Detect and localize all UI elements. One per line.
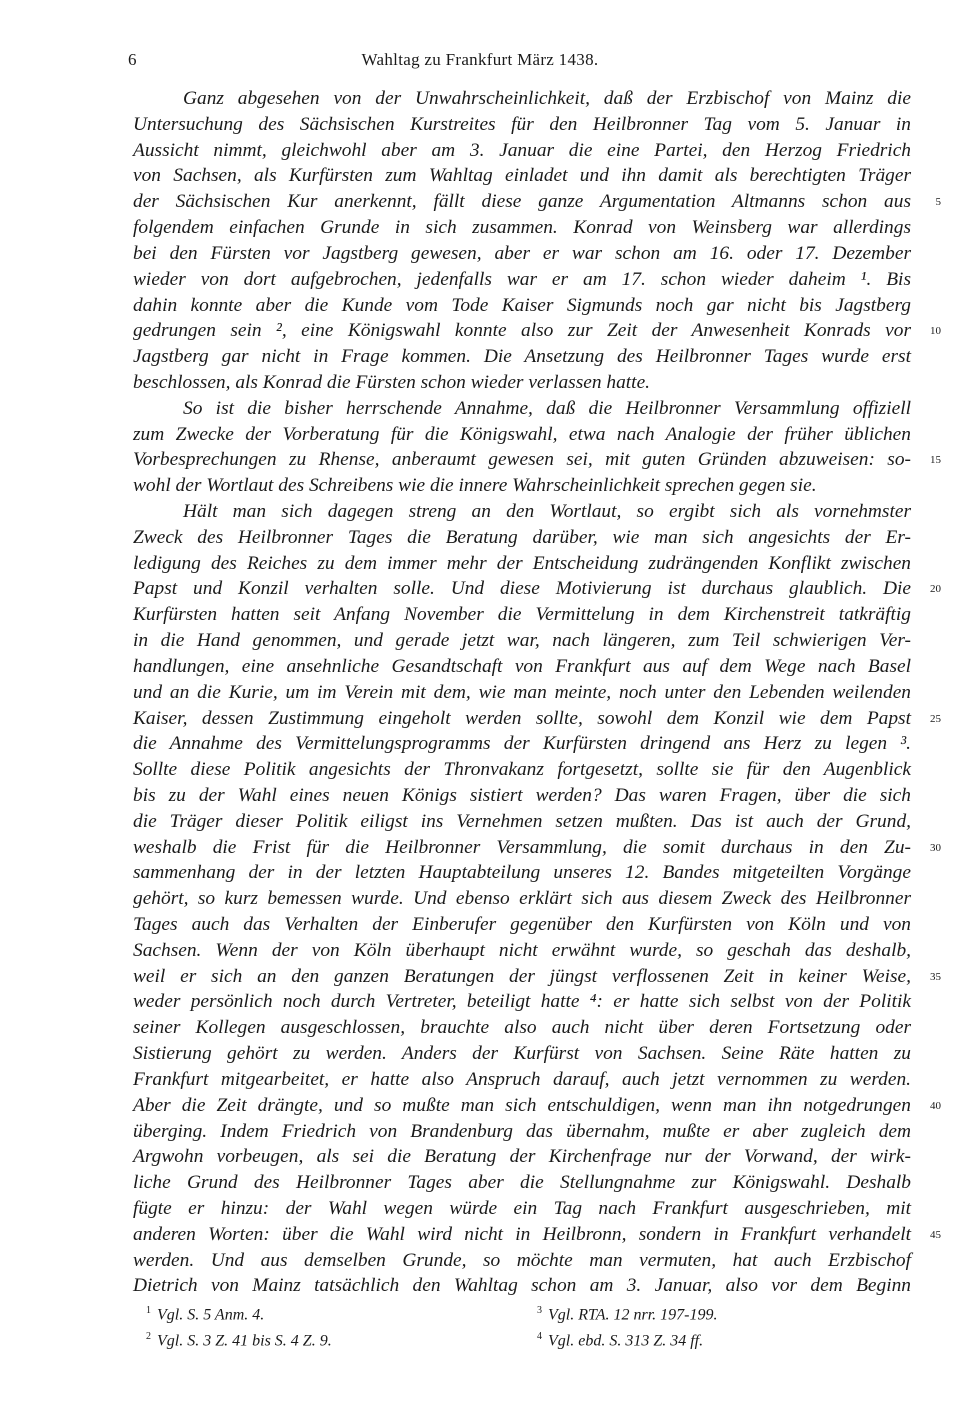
footnote-text: Vgl. S. 3 Z. 41 bis S. 4 Z. 9. (157, 1332, 332, 1350)
text-line (133, 396, 911, 422)
text-line (133, 757, 911, 783)
line-text: gehört, so kurz bemessen wurde. Und ebenso erklärt sich aus diesem Zweck des Heilbronner (133, 888, 911, 910)
margin-line-number: 45 (930, 1228, 941, 1241)
footnote (146, 1324, 332, 1350)
line-text: beschlossen, als Konrad die Fürsten schon wieder verlassen hatte. (133, 371, 651, 393)
margin-line-number: 25 (930, 712, 941, 725)
line-text: folgendem einfachen Grunde in sich zusammen. Konrad von Weinsberg war allerdings (133, 217, 911, 239)
text-line (133, 525, 911, 551)
line-text: weder persönlich noch durch Vertreter, beteiligt hatte ⁴: er hatte sich selbst von der Politik (133, 991, 911, 1013)
footnotes-right-column (537, 1298, 717, 1350)
text-line (133, 189, 941, 215)
line-text: Sachsen. Wenn der von Köln überhaupt nicht erwähnt wurde, so geschah das deshalb, (133, 939, 911, 961)
text-line (133, 241, 911, 267)
margin-line-number: 40 (930, 1099, 941, 1112)
text-line (133, 912, 911, 938)
text-line (133, 628, 911, 654)
text-line (133, 112, 911, 138)
margin-line-number: 5 (935, 196, 941, 209)
text-line (133, 551, 911, 577)
line-text: seiner Kollegen ausgeschlossen, brauchte also auch nicht über deren Fortsetzung oder (133, 1017, 911, 1039)
line-text: Papst und Konzil verhalten solle. Und diese Motivierung ist durchaus glaublich. Die (133, 578, 911, 600)
text-line (133, 964, 941, 990)
text-line (133, 1273, 911, 1299)
footnote (537, 1298, 717, 1324)
footnote-number: 2 (146, 1331, 151, 1342)
line-text: anderen Worten: über die Wahl wird nicht in Heilbronn, sondern in Frankfurt verhandelt (133, 1223, 911, 1245)
line-text: Zweck des Heilbronner Tages die Beratung darüber, wie man sich angesichts der Er- (133, 526, 911, 548)
text-line (133, 654, 911, 680)
text-line (133, 1067, 911, 1093)
line-text: gedrungen sein ², eine Königswahl konnte also zur Zeit der Anwesenheit Konrads vor (133, 320, 911, 342)
text-line (133, 473, 911, 499)
margin-line-number: 35 (930, 970, 941, 983)
margin-line-number: 15 (930, 454, 941, 467)
line-text: dahin konnte aber die Kunde vom Tode Kaiser Sigmunds noch gar nicht bis Jagstberg (133, 294, 911, 316)
text-line (133, 344, 911, 370)
text-line (133, 938, 911, 964)
text-line (133, 1041, 911, 1067)
line-text: die Träger dieser Politik eiligst ins Vernehmen setzen mußten. Das ist auch der Grund, (133, 810, 911, 832)
text-line (133, 1222, 941, 1248)
line-text: Frankfurt mitgearbeitet, er hatte also Anspruch darauf, auch jetzt vernommen zu werden. (133, 1068, 911, 1090)
margin-line-number: 20 (930, 583, 941, 596)
text-line (133, 293, 911, 319)
text-line (133, 576, 941, 602)
text-line (133, 1119, 911, 1145)
line-text: liche Grund des Heilbronner Tages aber die Stellungnahme zur Königswahl. Deshalb (133, 1172, 911, 1194)
margin-line-number: 10 (930, 325, 941, 338)
line-text: zum Zwecke der Vorberatung für die Königswahl, etwa nach Analogie der früher üblichen (133, 423, 911, 445)
text-line (133, 1015, 911, 1041)
text-line (133, 267, 911, 293)
line-text: der Sächsischen Kur anerkennt, fällt diese ganze Argumentation Altmanns schon aus (133, 191, 911, 213)
footnote-text: Vgl. ebd. S. 313 Z. 34 ff. (548, 1332, 704, 1350)
text-line (133, 86, 911, 112)
text-line (133, 163, 911, 189)
line-text: Ganz abgesehen von der Unwahrscheinlichkeit, daß der Erzbischof von Mainz die (183, 88, 911, 109)
line-text: Sistierung gehört zu werden. Anders der Kurfürst von Sachsen. Seine Räte hatten zu (133, 1043, 911, 1065)
footnote (537, 1324, 717, 1350)
line-text: handlungen, eine ansehnliche Gesandtschaft von Frankfurt aus auf dem Wege nach Basel (133, 655, 911, 677)
line-text: weil er sich an den ganzen Beratungen der jüngst verflossenen Zeit in keiner Weise, (133, 965, 911, 987)
text-line (133, 602, 911, 628)
text-line (133, 422, 911, 448)
line-text: ledigung des Reiches zu dem immer mehr der Entscheidung zudrängenden Konflikt zwischen (133, 552, 911, 574)
text-line (133, 215, 911, 241)
text-line (133, 1144, 911, 1170)
line-text: Sollte diese Politik angesichts der Thronvakanz fortgesetzt, sollte sie für den Augenblick (133, 759, 911, 781)
line-text: Tages auch das Verhalten der Einberufer gegenüber den Kurfürsten von Köln und von (133, 914, 911, 935)
text-line (133, 1196, 911, 1222)
text-line (133, 706, 941, 732)
text-line (133, 783, 911, 809)
text-line (133, 1170, 911, 1196)
line-text: bei den Fürsten vor Jagstberg gewesen, aber er war schon am 16. oder 17. Dezember (133, 242, 911, 264)
margin-line-number: 30 (930, 841, 941, 854)
line-text: in die Hand genommen, und gerade jetzt war, nach längeren, zum Teil schwierigen Ver- (133, 630, 911, 652)
text-line (133, 886, 911, 912)
footnote-text: Vgl. RTA. 12 nrr. 197-199. (548, 1306, 718, 1324)
text-line (133, 680, 911, 706)
text-line (133, 835, 941, 861)
line-text: Vorbesprechungen zu Rhense, anberaumt gewesen sei, mit guten Gründen abzuweisen: so- (133, 449, 911, 471)
line-text: sammenhang der in der letzten Hauptabteilung unseres 12. Bandes mitgeteilten Vorgänge (133, 862, 911, 884)
footnote-number: 4 (537, 1331, 542, 1342)
line-text: Aber die Zeit drängte, und so mußte man sich entschuldigen, wenn man ihn notgedrungen (133, 1094, 911, 1116)
line-text: überging. Indem Friedrich von Brandenburg das übernahm, mußte er aber zugleich dem (133, 1120, 911, 1142)
running-head: Wahltag zu Frankfurt März 1438. (361, 50, 599, 69)
footnotes-left-column (146, 1298, 332, 1350)
line-text: wohl der Wortlaut des Schreibens wie die innere Wahrscheinlichkeit sprechen gegen sie. (133, 475, 817, 497)
line-text: und an die Kurie, um im Verein mit dem, wie man meinte, noch unter den Lebenden weilenden (133, 681, 911, 703)
line-text: Argwohn vorbeugen, als sei die Beratung der Kirchenfrage nur der Vorwand, der wirk- (133, 1146, 911, 1168)
text-line (133, 318, 941, 344)
line-text: wieder von dort aufgebrochen, jedenfalls war er am 17. schon wieder daheim ¹. Bis (133, 268, 911, 290)
text-line (133, 138, 911, 164)
text-line (133, 1093, 941, 1119)
line-text: Hält man sich dagegen streng an den Wortlaut, so ergibt sich als vornehmster (183, 501, 911, 522)
line-text: Kurfürsten hatten seit Anfang November die Vermittelung in dem Kirchenstreit tatkräftig (133, 604, 911, 626)
text-line (133, 809, 911, 835)
text-line (133, 370, 911, 396)
line-text: die Annahme des Vermittelungsprogramms der Kurfürsten dringend ans Herz zu legen ³. (133, 733, 911, 755)
text-line (133, 499, 911, 525)
text-line (133, 989, 911, 1015)
text-line (133, 860, 911, 886)
line-text: Kaiser, dessen Zustimmung eingeholt werden sollte, sowohl dem Konzil wie dem Papst (133, 707, 911, 729)
text-line (133, 447, 941, 473)
line-text: fügte er hinzu: der Wahl wegen würde ein Tag nach Frankfurt ausgeschrieben, mit (133, 1197, 911, 1219)
line-text: bis zu der Wahl eines neuen Königs sistiert werden? Das waren Fragen, über die sich (133, 784, 911, 806)
line-text: werden. Und aus demselben Grunde, so möchte man vermuten, hat auch Erzbischof (133, 1249, 911, 1271)
line-text: weshalb die Frist für die Heilbronner Versammlung, die somit durchaus in den Zu- (133, 836, 911, 858)
footnote-text: Vgl. S. 5 Anm. 4. (157, 1306, 265, 1324)
line-text: Jagstberg gar nicht in Frage kommen. Die Ansetzung des Heilbronner Tages wurde erst (133, 346, 911, 368)
footnote-number: 1 (146, 1305, 151, 1316)
line-text: Dietrich von Mainz tatsächlich den Wahltag schon am 3. Januar, also vor dem Beginn (133, 1275, 911, 1297)
line-text: Untersuchung des Sächsischen Kurstreites für den Heilbronner Tag vom 5. Januar in (133, 113, 911, 135)
line-text: Aussicht nimmt, gleichwohl aber am 3. Januar die eine Partei, den Herzog Friedrich (133, 139, 911, 161)
footnote-number: 3 (537, 1305, 542, 1316)
body-text (133, 86, 941, 1299)
page-number: 6 (128, 50, 137, 69)
line-text: So ist die bisher herrschende Annahme, daß die Heilbronner Versammlung offiziell (183, 397, 911, 419)
text-line (133, 1248, 911, 1274)
text-line (133, 731, 911, 757)
footnote (146, 1298, 332, 1324)
line-text: von Sachsen, als Kurfürsten zum Wahltag einladet und ihn damit als berechtigten Träger (133, 165, 911, 187)
